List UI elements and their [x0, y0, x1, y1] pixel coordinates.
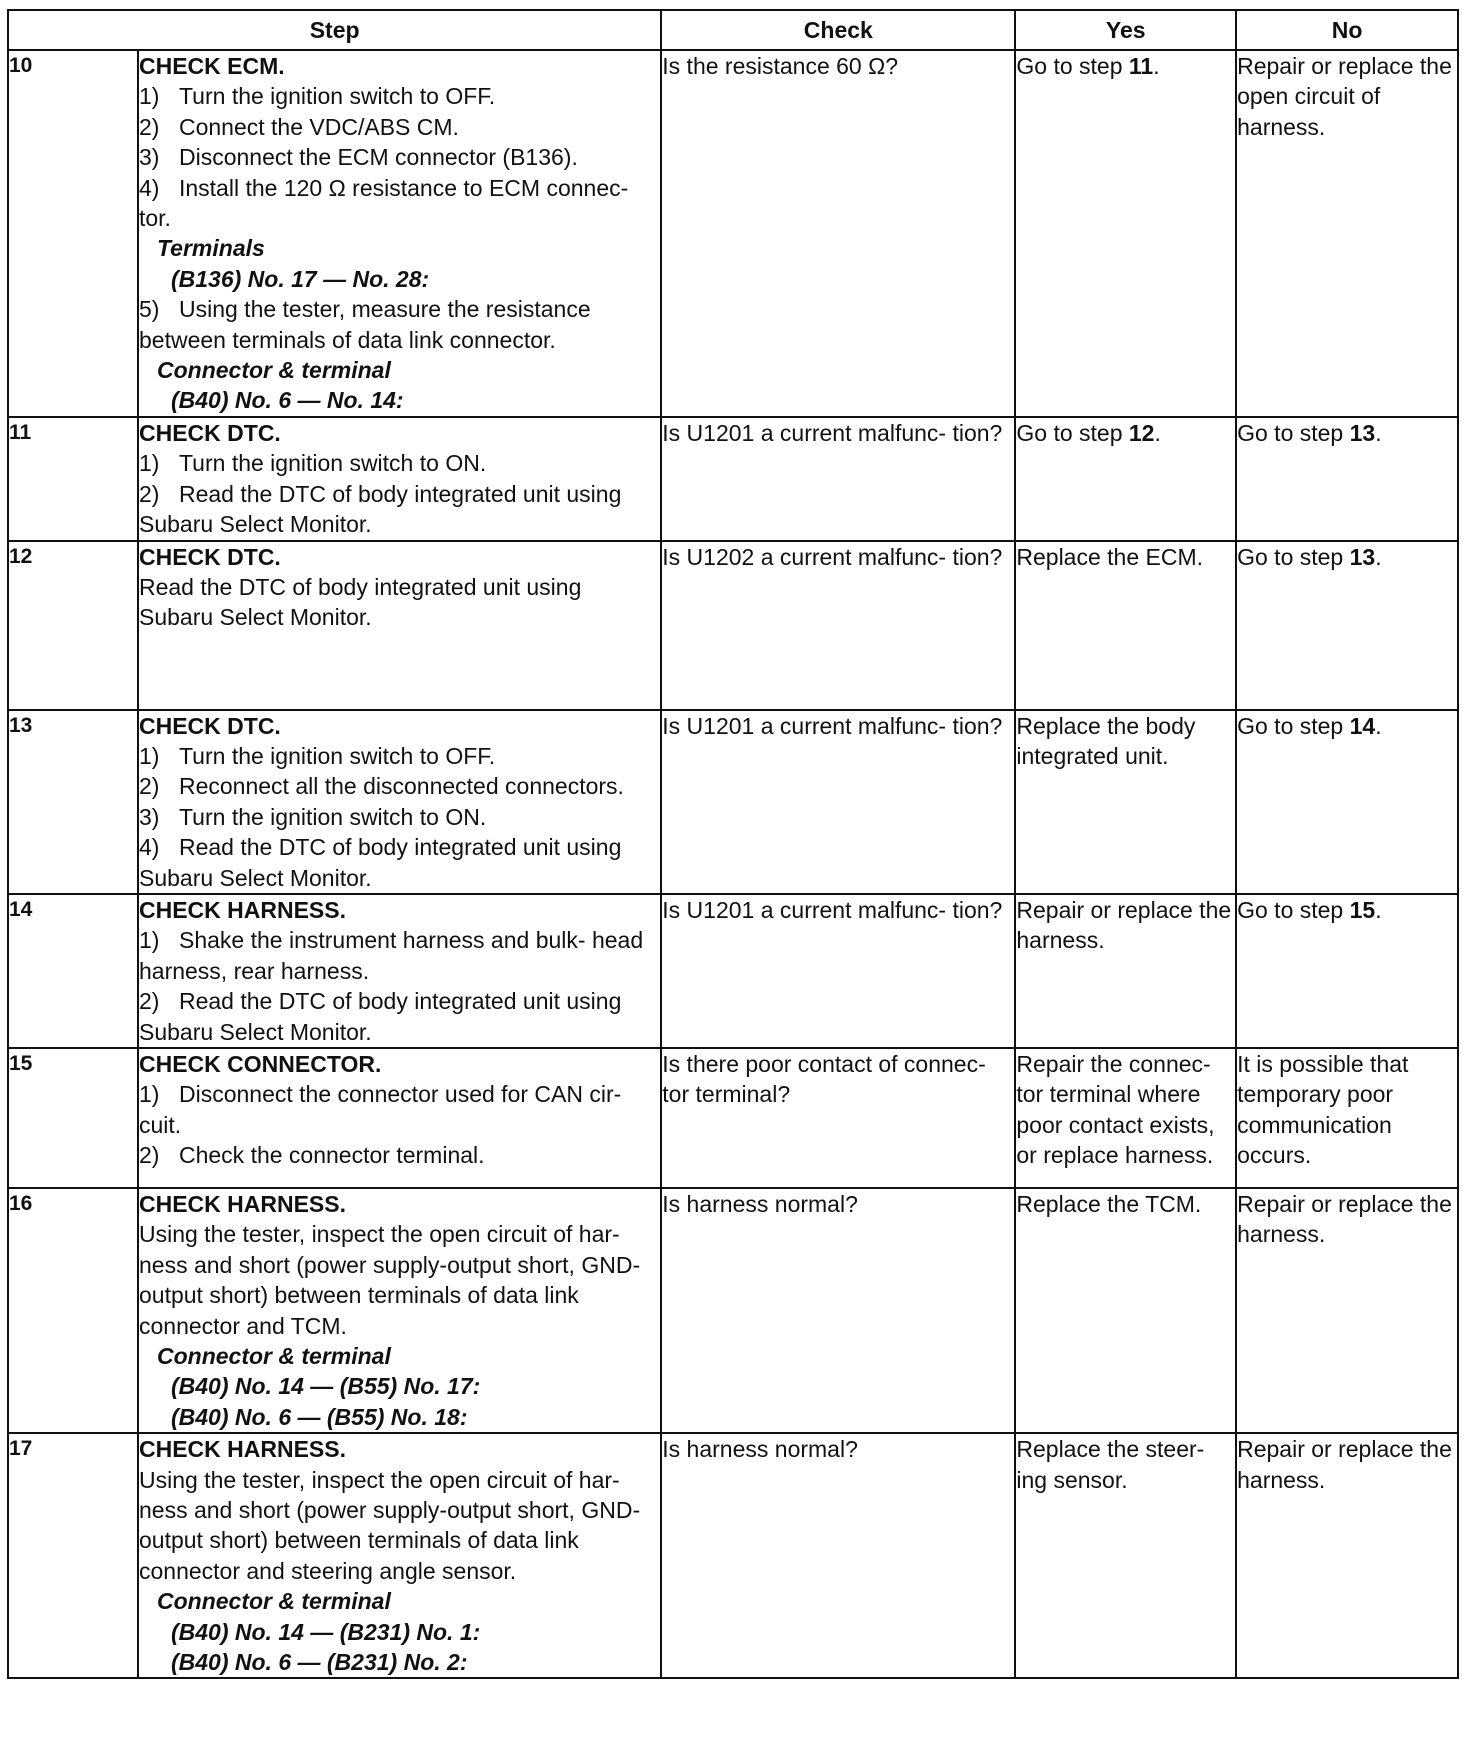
- yes-text-end: .: [1153, 53, 1160, 79]
- instruction-text: Disconnect the connector used for CAN cir- cuit.: [138, 1081, 622, 1138]
- no-cell: [1236, 894, 1458, 1048]
- no-text: It is possible that temporary poor communication occurs.: [1237, 1050, 1409, 1169]
- check-cell: Is U1201 a current malfunc- tion?: [661, 894, 1015, 1048]
- step-instruction: [139, 832, 660, 893]
- step-instruction: [139, 294, 660, 355]
- table-row: [8, 710, 1458, 894]
- no-text: Repair or replace the harness.: [1237, 1190, 1452, 1248]
- instruction-text: Check the connector terminal.: [178, 1142, 485, 1169]
- step-cell: [138, 710, 661, 894]
- no-text-end: .: [1375, 419, 1382, 446]
- instruction-text: Turn the ignition switch to OFF.: [178, 742, 496, 769]
- no-cell: [1236, 1433, 1458, 1678]
- instruction-text: Turn the ignition switch to OFF.: [178, 83, 496, 110]
- step-number: 11: [8, 417, 138, 541]
- step-cell: [138, 1048, 661, 1188]
- no-step-ref: 13: [1349, 419, 1376, 446]
- no-text-end: .: [1375, 896, 1382, 923]
- no-text: Go to step: [1237, 543, 1350, 570]
- instruction-number: 1): [138, 450, 160, 477]
- step-text: Using the tester, inspect the open circuit of har- ness and short (power supply-output short, GND-output short) between terminals of data link connector and TCM.: [138, 1221, 641, 1339]
- check-cell: Is U1201 a current malfunc- tion?: [661, 710, 1015, 894]
- yes-text: Repair the connec- tor terminal where poor contact exists, or replace harness.: [1016, 1050, 1215, 1169]
- step-number: 12: [8, 541, 138, 710]
- instruction-number: 5): [138, 296, 160, 323]
- step-instruction: [139, 1079, 660, 1140]
- yes-text: Replace the TCM.: [1016, 1190, 1202, 1217]
- instruction-number: 3): [138, 144, 160, 171]
- spec-heading: Connector & terminal: [156, 1588, 391, 1615]
- step-instruction: [139, 771, 660, 801]
- yes-step-ref: 11: [1128, 53, 1154, 79]
- step-instruction: [139, 142, 660, 172]
- step-title: CHECK DTC.: [138, 419, 281, 446]
- yes-text: Repair or replace the harness.: [1016, 896, 1232, 954]
- header-check: Check: [661, 10, 1015, 50]
- step-text: Using the tester, inspect the open circuit of har- ness and short (power supply-output short, GND-output short) between terminals of data link connector and steering angle sensor.: [138, 1466, 641, 1584]
- instruction-text: Turn the ignition switch to ON.: [178, 450, 487, 477]
- yes-text-end: .: [1154, 419, 1161, 446]
- spec-line: (B40) No. 14 — (B231) No. 1:: [170, 1618, 481, 1645]
- instruction-number: 3): [138, 803, 160, 830]
- instruction-number: 2): [138, 988, 160, 1015]
- yes-text: Go to step: [1016, 419, 1129, 446]
- header-yes: Yes: [1015, 10, 1236, 50]
- instruction-number: 1): [138, 83, 160, 110]
- step-instruction: [139, 986, 660, 1047]
- check-cell: Is there poor contact of connec- tor terminal?: [661, 1048, 1015, 1188]
- instruction-text: Using the tester, measure the resistance between terminals of data link connector.: [138, 296, 591, 353]
- instruction-text: Install the 120 Ω resistance to ECM connec- tor.: [138, 174, 629, 232]
- step-instruction: [139, 925, 660, 986]
- spec-heading: Connector & terminal: [156, 1343, 391, 1369]
- instruction-text: Read the DTC of body integrated unit using Subaru Select Monitor.: [138, 480, 622, 538]
- step-title: CHECK HARNESS.: [138, 896, 347, 923]
- step-text: Read the DTC of body integrated unit using Subaru Select Monitor.: [138, 573, 582, 631]
- table-row: [8, 541, 1458, 710]
- step-cell: [138, 1433, 661, 1678]
- spec-line: (B136) No. 17 — No. 28:: [170, 265, 430, 292]
- spec-line: (B40) No. 6 — No. 14:: [170, 387, 404, 414]
- diagnostic-table: [7, 9, 1459, 1679]
- step-instruction: [139, 479, 660, 540]
- no-text-end: .: [1375, 712, 1382, 739]
- instruction-number: 4): [138, 834, 160, 861]
- spec-line: (B40) No. 14 — (B55) No. 17:: [170, 1373, 481, 1400]
- step-instruction: [139, 802, 660, 832]
- step-number: 15: [8, 1048, 138, 1188]
- instruction-text: Connect the VDC/ABS CM.: [178, 113, 459, 140]
- yes-cell: [1015, 894, 1236, 1048]
- table-row: [8, 1188, 1458, 1433]
- no-text: Go to step: [1237, 419, 1350, 446]
- instruction-text: Reconnect all the disconnected connectors.: [178, 773, 624, 800]
- instruction-text: Read the DTC of body integrated unit using Subaru Select Monitor.: [138, 834, 622, 891]
- step-number: 14: [8, 894, 138, 1048]
- instruction-text: Read the DTC of body integrated unit using Subaru Select Monitor.: [138, 988, 622, 1045]
- yes-cell: [1015, 541, 1236, 710]
- step-instruction: [139, 173, 660, 234]
- step-number: 13: [8, 710, 138, 894]
- no-cell: [1236, 541, 1458, 710]
- yes-cell: [1015, 1048, 1236, 1188]
- step-number: 16: [8, 1188, 138, 1433]
- yes-text: Go to step: [1016, 53, 1129, 79]
- step-instruction: [139, 741, 660, 771]
- header-row: [8, 10, 1458, 50]
- no-step-ref: 13: [1349, 543, 1376, 570]
- step-title: CHECK DTC.: [138, 712, 281, 739]
- step-cell: [138, 417, 661, 541]
- table-row: [8, 894, 1458, 1048]
- instruction-number: 4): [138, 174, 160, 201]
- yes-step-ref: 12: [1128, 419, 1155, 446]
- yes-cell: [1015, 50, 1236, 417]
- step-number: 10: [8, 50, 138, 417]
- yes-cell: [1015, 417, 1236, 541]
- spec-line: (B40) No. 6 — (B55) No. 18:: [170, 1403, 468, 1430]
- instruction-text: Shake the instrument harness and bulk- head harness, rear harness.: [138, 927, 644, 984]
- no-cell: [1236, 1048, 1458, 1188]
- check-cell: Is the resistance 60 Ω?: [661, 50, 1015, 417]
- no-text-end: .: [1375, 543, 1382, 570]
- step-cell: [138, 50, 661, 417]
- step-title: CHECK HARNESS.: [138, 1190, 347, 1217]
- no-text: Repair or replace the harness.: [1237, 1436, 1452, 1493]
- step-cell: [138, 541, 661, 710]
- instruction-text: Disconnect the ECM connector (B136).: [178, 144, 578, 171]
- instruction-number: 1): [138, 1081, 160, 1108]
- table-row: [8, 417, 1458, 541]
- instruction-number: 2): [138, 113, 160, 140]
- spec-line: (B40) No. 6 — (B231) No. 2:: [170, 1649, 468, 1676]
- table-row: [8, 1433, 1458, 1678]
- step-cell: [138, 1188, 661, 1433]
- no-text: Repair or replace the open circuit of harness.: [1237, 53, 1452, 140]
- step-title: CHECK HARNESS.: [138, 1436, 347, 1463]
- no-step-ref: 14: [1349, 712, 1376, 739]
- table-row: [8, 1048, 1458, 1188]
- instruction-number: 1): [138, 742, 160, 769]
- check-cell: Is U1202 a current malfunc- tion?: [661, 541, 1015, 710]
- no-step-ref: 15: [1349, 896, 1376, 923]
- instruction-number: 2): [138, 773, 160, 800]
- step-instruction: [139, 112, 660, 142]
- yes-text: Replace the ECM.: [1016, 543, 1204, 570]
- step-number: 17: [8, 1433, 138, 1678]
- no-cell: [1236, 417, 1458, 541]
- instruction-text: Turn the ignition switch to ON.: [178, 803, 487, 830]
- table-row: [8, 50, 1458, 417]
- no-cell: [1236, 50, 1458, 417]
- yes-cell: [1015, 1188, 1236, 1433]
- header-step: Step: [8, 10, 661, 50]
- step-instruction: [139, 1140, 660, 1170]
- instruction-number: 2): [138, 1142, 160, 1169]
- no-cell: [1236, 710, 1458, 894]
- spec-heading: Terminals: [156, 235, 265, 262]
- no-cell: [1236, 1188, 1458, 1433]
- instruction-number: 2): [138, 480, 160, 507]
- yes-text: Replace the steer- ing sensor.: [1016, 1436, 1205, 1493]
- check-cell: Is harness normal?: [661, 1433, 1015, 1678]
- instruction-number: 1): [138, 927, 160, 954]
- no-text: Go to step: [1237, 712, 1350, 739]
- step-instruction: [139, 448, 660, 478]
- header-no: No: [1236, 10, 1458, 50]
- step-title: CHECK DTC.: [138, 543, 281, 570]
- yes-text: Replace the body integrated unit.: [1016, 712, 1196, 769]
- step-title: CHECK ECM.: [138, 53, 285, 79]
- check-cell: Is harness normal?: [661, 1188, 1015, 1433]
- yes-cell: [1015, 710, 1236, 894]
- yes-cell: [1015, 1433, 1236, 1678]
- spec-heading: Connector & terminal: [156, 357, 391, 384]
- step-cell: [138, 894, 661, 1048]
- step-instruction: [139, 81, 660, 111]
- check-cell: Is U1201 a current malfunc- tion?: [661, 417, 1015, 541]
- step-title: CHECK CONNECTOR.: [138, 1050, 382, 1077]
- no-text: Go to step: [1237, 896, 1350, 923]
